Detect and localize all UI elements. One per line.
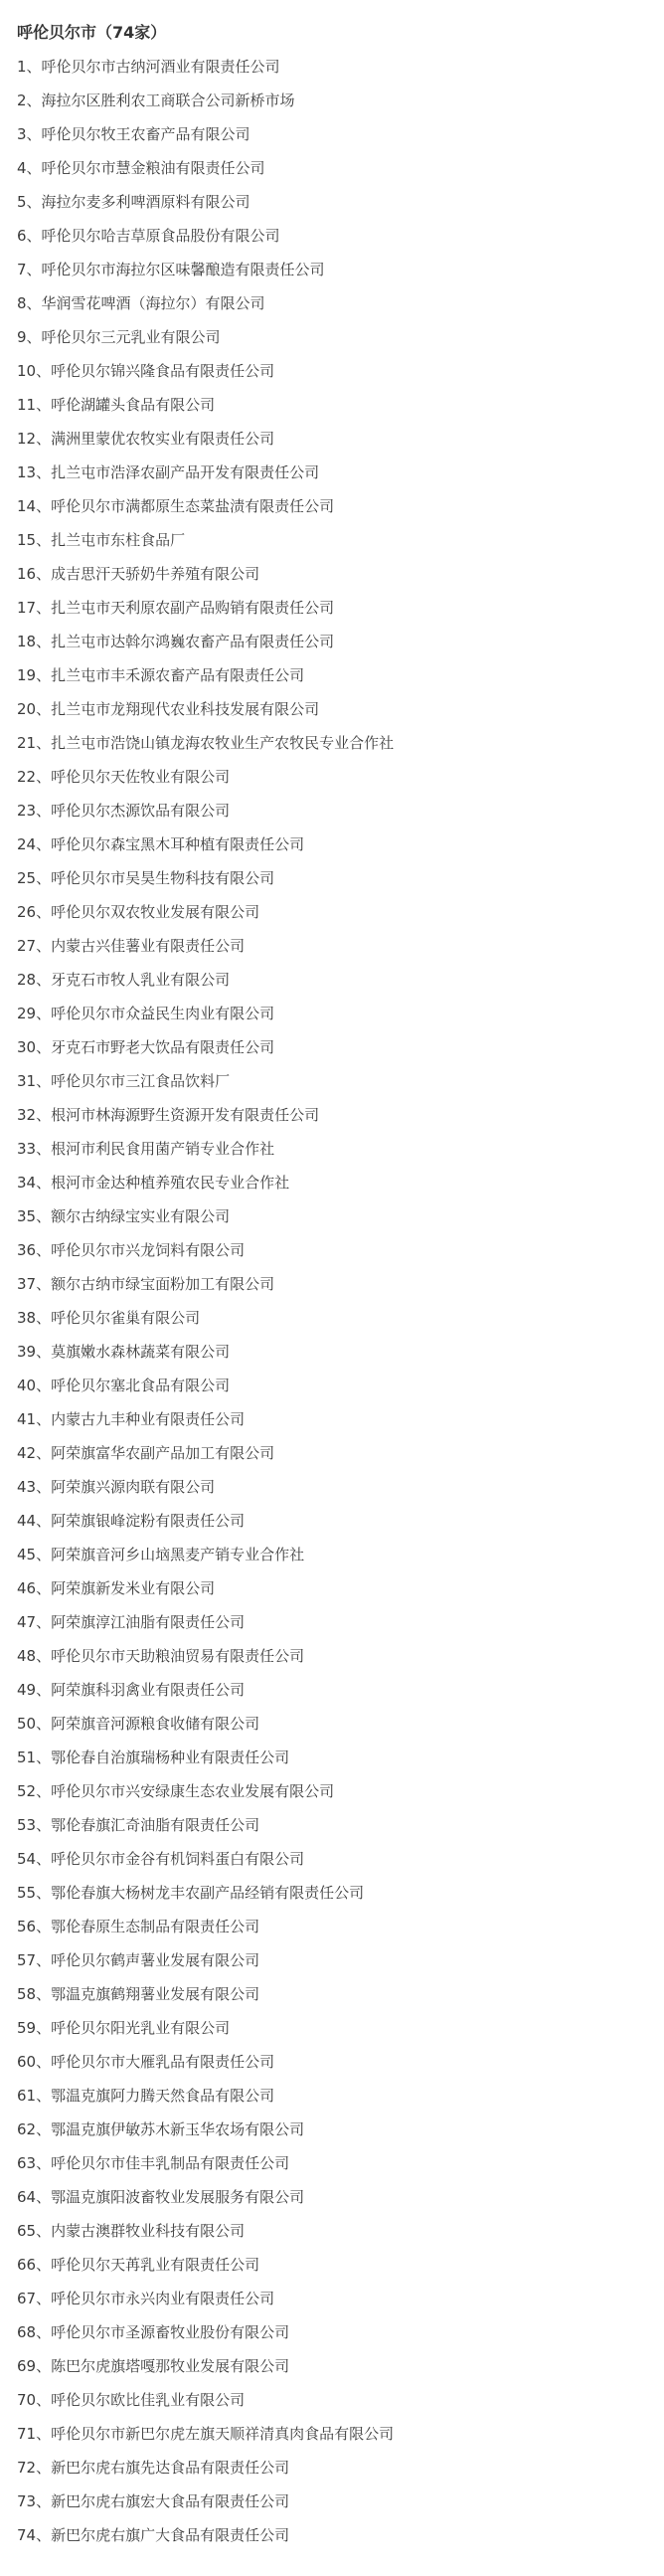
list-item: 25、呼伦贝尔市吴昊生物科技有限公司 <box>17 869 275 887</box>
list-item: 48、呼伦贝尔市天助粮油贸易有限责任公司 <box>17 1647 305 1665</box>
list-item: 23、呼伦贝尔杰源饮品有限公司 <box>17 802 231 820</box>
company-list <box>17 50 658 2552</box>
list-item: 9、呼伦贝尔三元乳业有限公司 <box>17 328 221 346</box>
list-item: 1、呼伦贝尔市古纳河酒业有限责任公司 <box>17 58 280 76</box>
list-item: 21、扎兰屯市浩饶山镇龙海农牧业生产农牧民专业合作社 <box>17 734 395 752</box>
list-item: 28、牙克石市牧人乳业有限公司 <box>17 971 231 989</box>
list-item: 2、海拉尔区胜利农工商联合公司新桥市场 <box>17 92 295 109</box>
list-item: 65、内蒙古澳群牧业科技有限公司 <box>17 2222 246 2240</box>
list-item: 7、呼伦贝尔市海拉尔区味馨酿造有限责任公司 <box>17 261 325 278</box>
list-item: 67、呼伦贝尔市永兴肉业有限责任公司 <box>17 2290 275 2307</box>
list-item: 24、呼伦贝尔森宝黑木耳种植有限责任公司 <box>17 835 305 853</box>
list-item: 34、根河市金达种植养殖农民专业合作社 <box>17 1174 290 1192</box>
list-item: 51、鄂伦春自治旗瑞杨种业有限责任公司 <box>17 1748 290 1766</box>
list-item: 70、呼伦贝尔欧比佳乳业有限公司 <box>17 2391 246 2409</box>
list-item: 57、呼伦贝尔鹤声薯业发展有限公司 <box>17 1951 260 1969</box>
list-item: 39、莫旗嫩水森林蔬菜有限公司 <box>17 1343 231 1361</box>
list-item: 13、扎兰屯市浩泽农副产品开发有限责任公司 <box>17 463 320 481</box>
list-item: 32、根河市林海源野生资源开发有限责任公司 <box>17 1106 320 1124</box>
list-item: 60、呼伦贝尔市大雁乳品有限责任公司 <box>17 2053 275 2071</box>
list-item: 54、呼伦贝尔市金谷有机饲料蛋白有限公司 <box>17 1850 305 1868</box>
list-item: 16、成吉思汗天骄奶牛养殖有限公司 <box>17 565 260 583</box>
list-item: 5、海拉尔麦多利啤酒原料有限公司 <box>17 193 250 211</box>
list-item: 52、呼伦贝尔市兴安绿康生态农业发展有限公司 <box>17 1782 335 1800</box>
list-item: 4、呼伦贝尔市慧金粮油有限责任公司 <box>17 159 265 177</box>
list-item: 20、扎兰屯市龙翔现代农业科技发展有限公司 <box>17 700 320 718</box>
list-item: 69、陈巴尔虎旗塔嘎那牧业发展有限公司 <box>17 2357 290 2375</box>
list-item: 18、扎兰屯市达斡尔鸿巍农畜产品有限责任公司 <box>17 633 335 650</box>
list-item: 53、鄂伦春旗汇奇油脂有限责任公司 <box>17 1816 260 1834</box>
list-item: 37、额尔古纳市绿宝面粉加工有限公司 <box>17 1275 275 1293</box>
list-item: 49、阿荣旗科羽禽业有限责任公司 <box>17 1681 246 1699</box>
list-item: 27、内蒙古兴佳薯业有限责任公司 <box>17 937 246 955</box>
list-item: 63、呼伦贝尔市佳丰乳制品有限责任公司 <box>17 2154 290 2172</box>
list-item: 62、鄂温克旗伊敏苏木新玉华农场有限公司 <box>17 2120 305 2138</box>
list-item: 42、阿荣旗富华农副产品加工有限公司 <box>17 1444 275 1462</box>
list-item: 22、呼伦贝尔天佐牧业有限公司 <box>17 768 231 786</box>
list-item: 47、阿荣旗淳江油脂有限责任公司 <box>17 1613 246 1631</box>
list-item: 72、新巴尔虎右旗先达食品有限责任公司 <box>17 2459 290 2477</box>
section-title: 呼伦贝尔市（74家） <box>17 23 167 42</box>
list-item: 74、新巴尔虎右旗广大食品有限责任公司 <box>17 2526 290 2544</box>
list-item: 36、呼伦贝尔市兴龙饲料有限公司 <box>17 1241 246 1259</box>
list-item: 50、阿荣旗音河源粮食收储有限公司 <box>17 1715 260 1733</box>
list-item: 19、扎兰屯市丰禾源农畜产品有限责任公司 <box>17 666 305 684</box>
list-item: 64、鄂温克旗阳波畜牧业发展服务有限公司 <box>17 2188 305 2206</box>
list-item: 6、呼伦贝尔哈吉草原食品股份有限公司 <box>17 227 280 245</box>
list-item: 73、新巴尔虎右旗宏大食品有限责任公司 <box>17 2492 290 2510</box>
list-item: 15、扎兰屯市东柱食品厂 <box>17 531 186 549</box>
list-item: 31、呼伦贝尔市三江食品饮料厂 <box>17 1072 231 1090</box>
list-item: 44、阿荣旗银峰淀粉有限责任公司 <box>17 1512 246 1530</box>
list-item: 17、扎兰屯市天利原农副产品购销有限责任公司 <box>17 599 335 617</box>
list-item: 30、牙克石市野老大饮品有限责任公司 <box>17 1038 275 1056</box>
list-item: 68、呼伦贝尔市圣源畜牧业股份有限公司 <box>17 2323 290 2341</box>
list-item: 14、呼伦贝尔市满都原生态菜盐渍有限责任公司 <box>17 497 335 515</box>
list-item: 11、呼伦湖罐头食品有限公司 <box>17 396 216 414</box>
list-item: 35、额尔古纳绿宝实业有限公司 <box>17 1207 231 1225</box>
list-item: 61、鄂温克旗阿力腾天然食品有限公司 <box>17 2087 275 2105</box>
list-item: 26、呼伦贝尔双农牧业发展有限公司 <box>17 903 260 921</box>
list-item: 59、呼伦贝尔阳光乳业有限公司 <box>17 2019 231 2037</box>
list-item: 71、呼伦贝尔市新巴尔虎左旗天顺祥清真肉食品有限公司 <box>17 2425 395 2443</box>
list-item: 40、呼伦贝尔塞北食品有限公司 <box>17 1377 231 1394</box>
list-item: 41、内蒙古九丰种业有限责任公司 <box>17 1410 246 1428</box>
list-item: 29、呼伦贝尔市众益民生肉业有限公司 <box>17 1005 275 1022</box>
list-item: 10、呼伦贝尔锦兴隆食品有限责任公司 <box>17 362 275 380</box>
list-item: 38、呼伦贝尔雀巢有限公司 <box>17 1309 201 1327</box>
list-item: 45、阿荣旗音河乡山垴黑麦产销专业合作社 <box>17 1546 305 1564</box>
list-item: 33、根河市利民食用菌产销专业合作社 <box>17 1140 275 1158</box>
list-item: 55、鄂伦春旗大杨树龙丰农副产品经销有限责任公司 <box>17 1884 365 1902</box>
list-item: 3、呼伦贝尔牧王农畜产品有限公司 <box>17 125 250 143</box>
list-item: 43、阿荣旗兴源肉联有限公司 <box>17 1478 216 1496</box>
list-item: 56、鄂伦春原生态制品有限责任公司 <box>17 1918 260 1935</box>
list-item: 66、呼伦贝尔天苒乳业有限责任公司 <box>17 2256 260 2274</box>
list-item: 12、满洲里蒙优农牧实业有限责任公司 <box>17 430 275 448</box>
list-item: 46、阿荣旗新发米业有限公司 <box>17 1579 216 1597</box>
list-item: 58、鄂温克旗鹤翔薯业发展有限公司 <box>17 1985 260 2003</box>
list-item: 8、华润雪花啤酒（海拉尔）有限公司 <box>17 294 265 312</box>
